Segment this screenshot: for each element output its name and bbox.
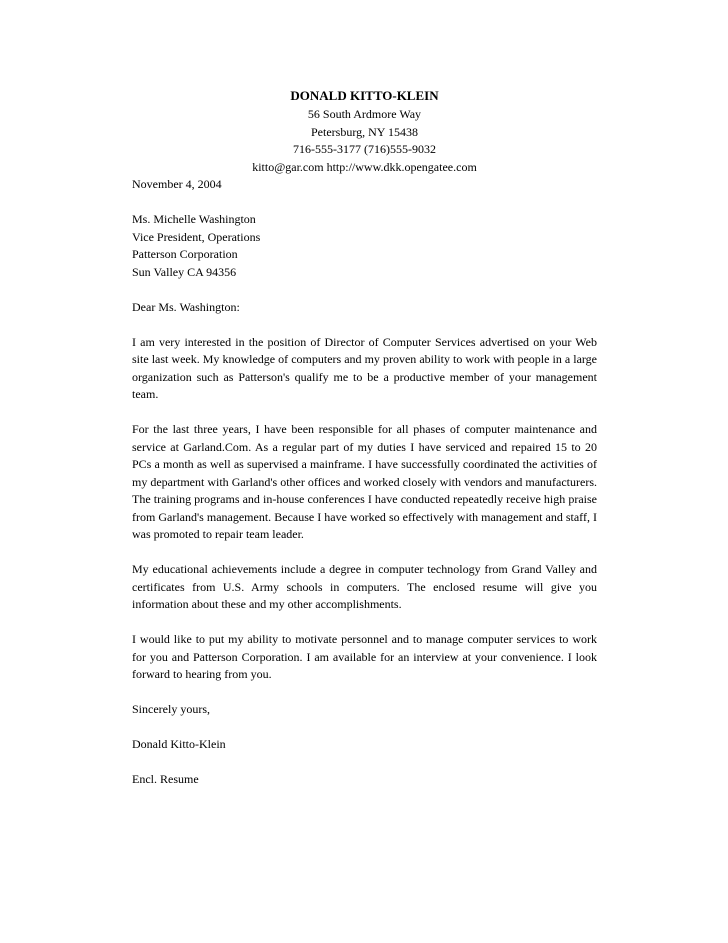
recipient-name: Ms. Michelle Washington (132, 212, 256, 226)
sender-contact-line: kitto@gar.com http://www.dkk.opengatee.com (252, 159, 477, 174)
sender-header (132, 86, 597, 176)
body-paragraph: I would like to put my ability to motivate personnel and to manage computer services to work for you and Patterson Corporation. I am available for an interview at your convenience. I look forward to hearing from you. (132, 632, 597, 681)
closing: Sincerely yours, (132, 702, 210, 716)
letter-date: November 4, 2004 (132, 177, 222, 191)
sender-city-line: Petersburg, NY 15438 (311, 124, 418, 139)
recipient-company: Patterson Corporation (132, 247, 238, 261)
recipient-city-line: Sun Valley CA 94356 (132, 264, 237, 279)
body-paragraph: My educational achievements include a degree in computer technology from Grand Valley and certificates from U.S. Army schools in computers. The enclosed resume will give you information about these and my other accomplishments. (132, 562, 597, 611)
cover-letter-page (132, 86, 597, 789)
sender-name: DONALD KITTO-KLEIN (290, 88, 439, 103)
body-paragraph: For the last three years, I have been responsible for all phases of computer maintenance and service at Garland.Com. As a regular part of my duties I have serviced and repaired 15 to 20 PCs a month as well as supervised a mainframe. I have successfully coordinated the activities of my department with Garland's other offices and worked closely with vendors and manufacturers. The training programs and in-house conferences I have conducted repeatedly receive high praise from Garland's management. Because I have worked so effectively with management and staff, I was promoted to repair team leader. (132, 422, 597, 541)
sender-street: 56 South Ardmore Way (307, 107, 422, 121)
enclosure-note: Encl. Resume (132, 772, 199, 786)
salutation: Dear Ms. Washington: (132, 299, 240, 314)
signature-name: Donald Kitto-Klein (132, 737, 226, 751)
recipient-block (132, 211, 597, 281)
sender-phone-line: 716-555-3177 (716)555-9032 (293, 142, 436, 156)
body-paragraph: I am very interested in the position of Director of Computer Services advertised on your Web site last week. My knowledge of computers and my proven ability to work with people in a large organization such as Patterson's qualify me to be a productive member of your management team. (132, 334, 597, 401)
recipient-title: Vice President, Operations (132, 229, 261, 244)
